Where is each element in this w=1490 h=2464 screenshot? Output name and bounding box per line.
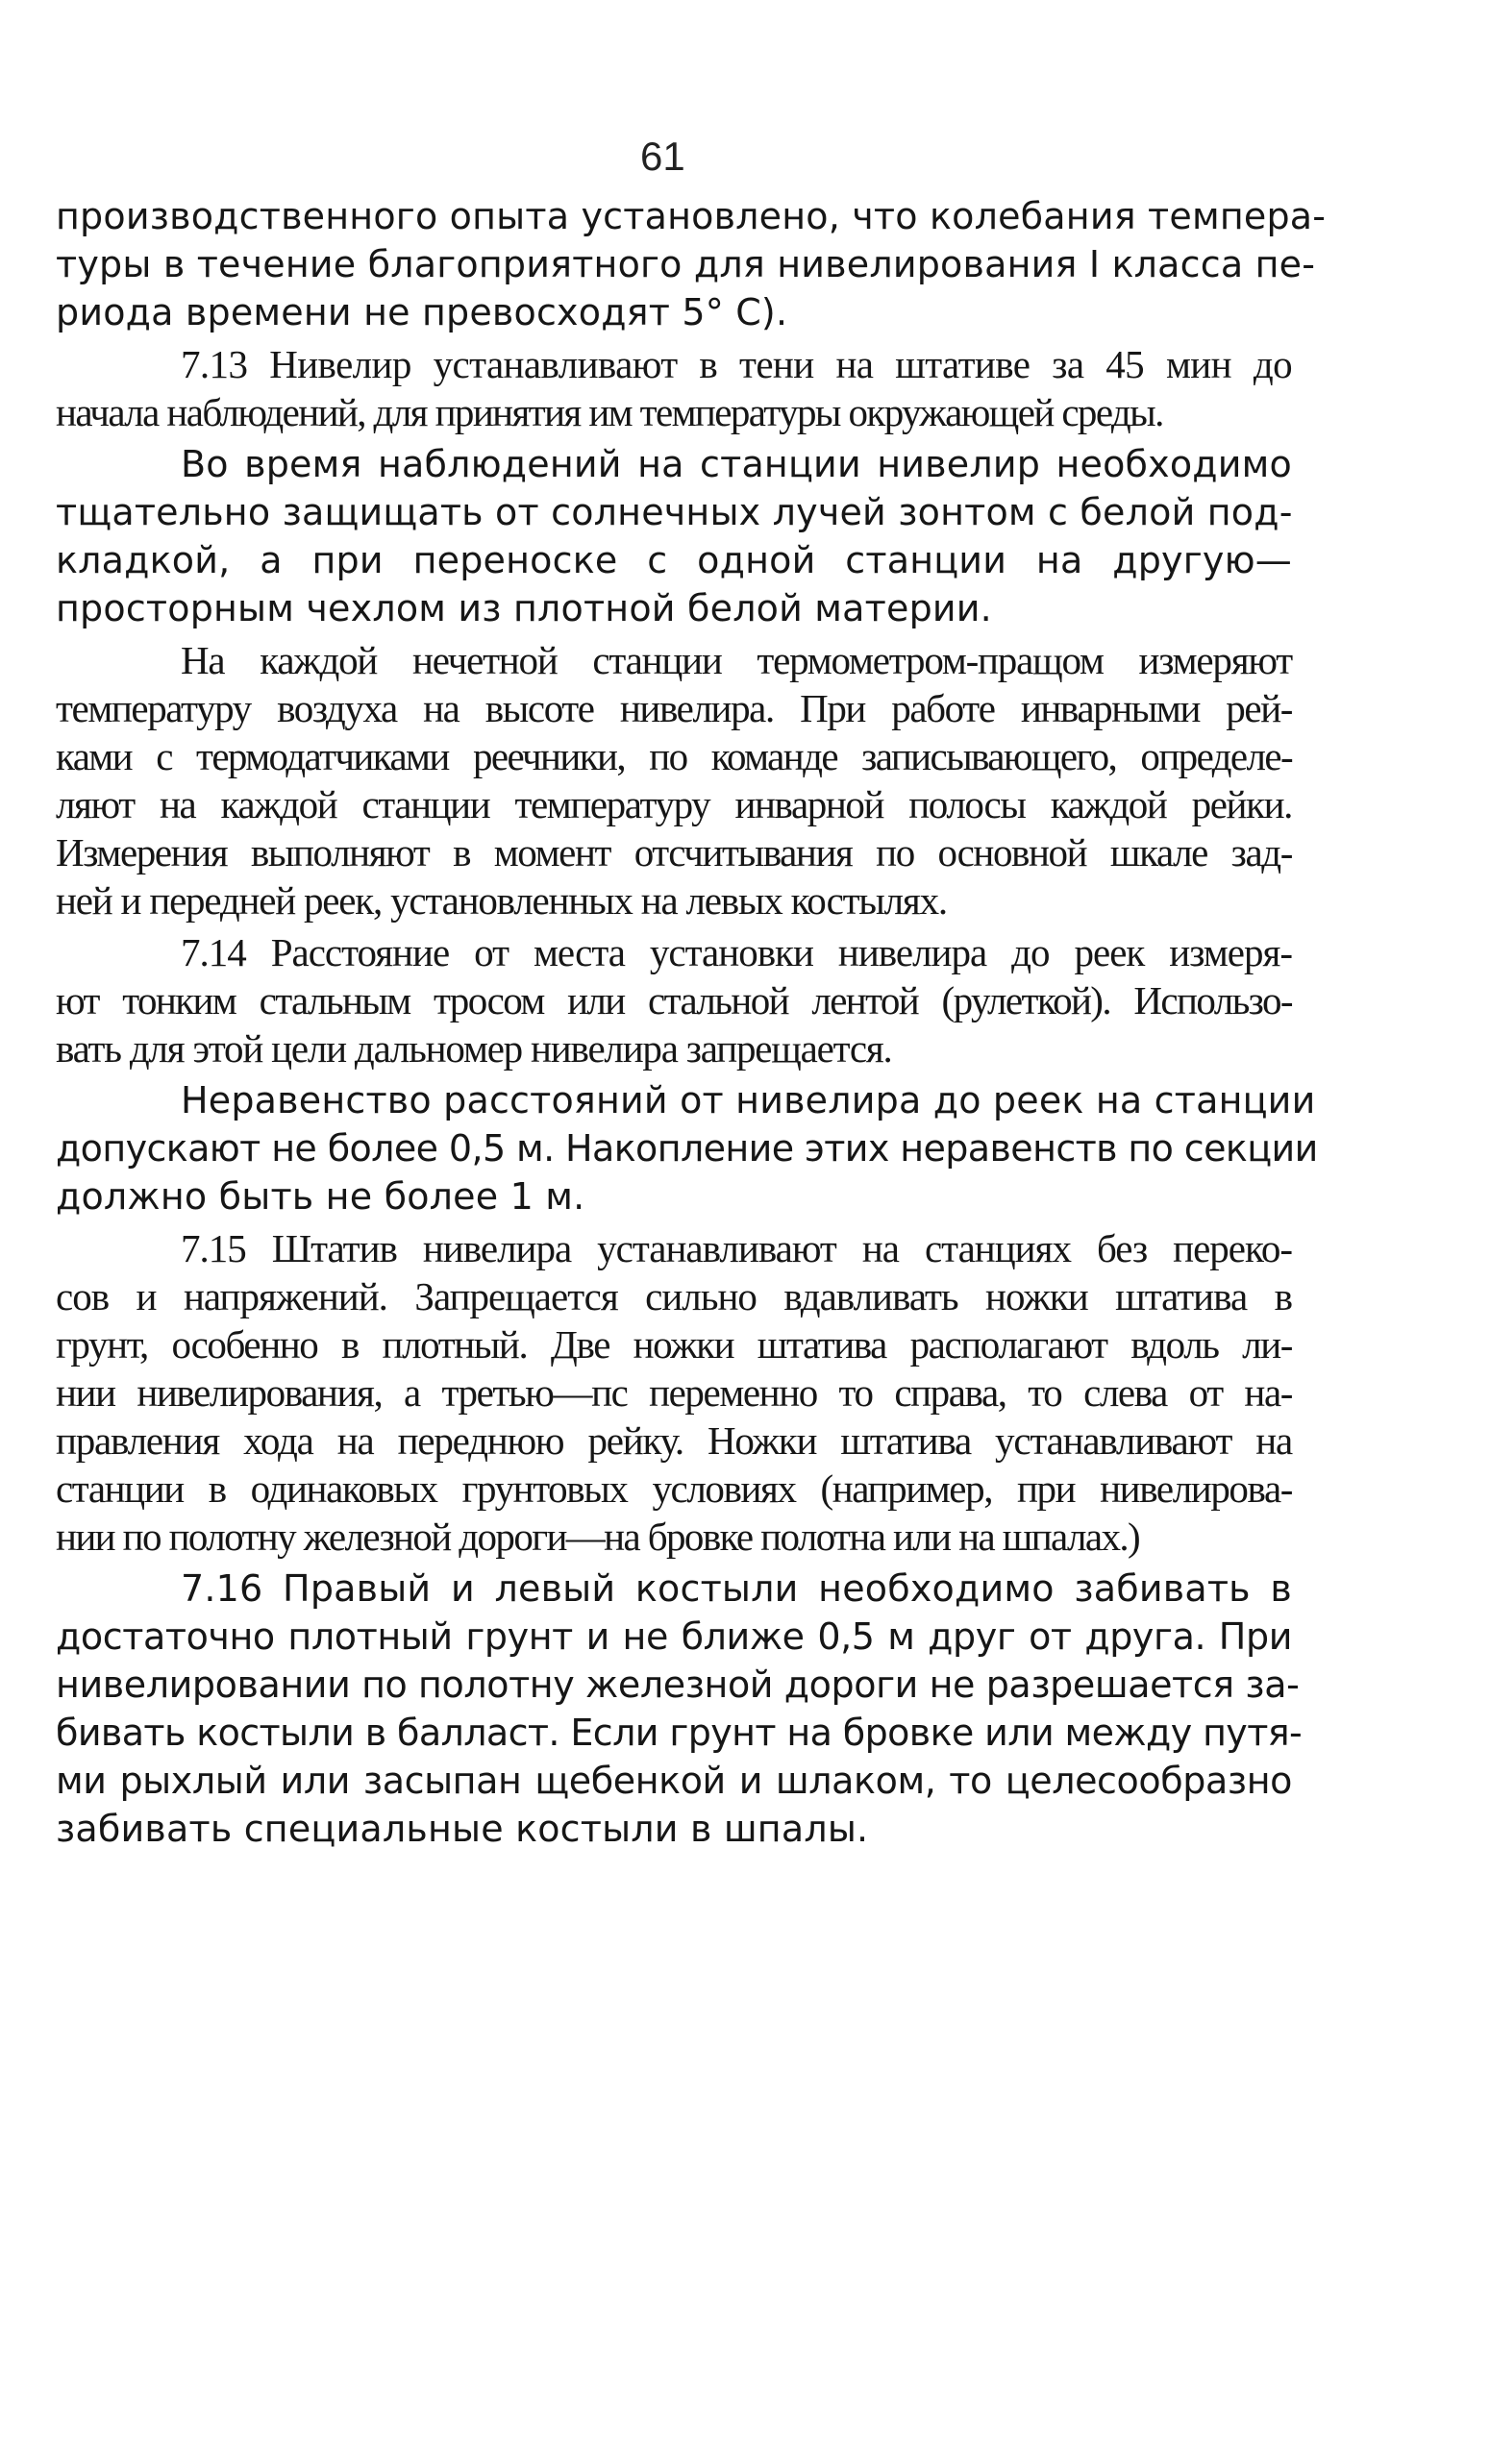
text-line: достаточно плотный грунт и не ближе 0,5 м друг от друга. При: [56, 1615, 1292, 1658]
text-line: нивелировании по полотну железной дороги не разрешается за-: [56, 1663, 1300, 1706]
text-line: сов и напряжений. Запрещается сильно вдавливать ножки штатива в: [56, 1274, 1292, 1318]
text-line: ками с термодатчиками реечники, по команде записывающего, определе-: [56, 734, 1292, 778]
text-line: кладкой, а при переноске с одной станции на другую—: [56, 539, 1292, 581]
text-line: тщательно защищать от солнечных лучей зонтом с белой под-: [56, 491, 1293, 533]
text-line: просторным чехлом из плотной белой материи.: [56, 587, 992, 629]
paragraph-1: [56, 192, 1327, 336]
page-number: 61: [640, 134, 685, 179]
paragraph-7-13: [56, 340, 1292, 436]
text-line: ют тонким стальным тросом или стальной лентой (рулеткой). Использо-: [56, 978, 1292, 1023]
paragraph-3: [56, 440, 1292, 632]
text-line: 7.13 Нивелир устанавливают в тени на штативе за 45 мин до: [181, 342, 1292, 386]
text-line: 7.14 Расстояние от места установки нивелира до реек измеря-: [181, 930, 1292, 974]
paragraph-7-15: [56, 1224, 1292, 1561]
text-line: начала наблюдений, для принятия им температуры окружающей среды.: [56, 390, 1163, 434]
text-line: бивать костыли в балласт. Если грунт на бровке или между путя-: [56, 1712, 1303, 1754]
text-line: ней и передней реек, установленных на левых костылях.: [56, 878, 947, 923]
text-line: допускают не более 0,5 м. Накопление этих неравенств по секции: [56, 1127, 1318, 1170]
text-line: туры в течение благоприятного для нивелирования I класса пе-: [56, 243, 1316, 285]
text-line: Неравенство расстояний от нивелира до реек на станции: [181, 1079, 1316, 1121]
text-line: грунт, особенно в плотный. Две ножки штатива располагают вдоль ли-: [56, 1322, 1292, 1367]
text-line: производственного опыта установлено, что колебания темпера-: [56, 195, 1327, 237]
paragraph-7-14: [56, 928, 1292, 1072]
paragraph-6: [56, 1076, 1318, 1220]
text-line: риода времени не превосходят 5° С).: [56, 291, 788, 333]
text-line: должно быть не более 1 м.: [56, 1175, 585, 1218]
text-line: температуру воздуха на высоте нивелира. При работе инварными рей-: [56, 686, 1292, 730]
text-line: На каждой нечетной станции термометром-пращом измеряют: [181, 638, 1292, 682]
text-line: 7.15 Штатив нивелира устанавливают на станциях без переко-: [181, 1226, 1292, 1270]
paragraph-4: [56, 636, 1292, 924]
text-line: правления хода на переднюю рейку. Ножки штатива устанавливают на: [56, 1418, 1292, 1463]
text-line: Измерения выполняют в момент отсчитывания по основной шкале зад-: [56, 830, 1292, 875]
text-line: ляют на каждой станции температуру инварной полосы каждой рейки.: [56, 782, 1292, 826]
text-line: нии нивелирования, а третью—пс переменно то справа, то слева от на-: [56, 1370, 1292, 1415]
text-line: 7.16 Правый и левый костыли необходимо забивать в: [181, 1567, 1292, 1610]
paragraph-7-16: [56, 1565, 1303, 1853]
text-line: Во время наблюдений на станции нивелир необходимо: [181, 443, 1292, 485]
text-line: нии по полотну железной дороги—на бровке полотна или на шпалах.): [56, 1515, 1140, 1559]
body-text: [56, 192, 1327, 1853]
text-line: вать для этой цели дальномер нивелира запрещается.: [56, 1026, 892, 1071]
text-line: ми рыхлый или засыпан щебенкой и шлаком, то целесообразно: [56, 1760, 1292, 1802]
text-line: забивать специальные костыли в шпалы.: [56, 1808, 869, 1850]
text-line: станции в одинаковых грунтовых условиях (например, при нивелирова-: [56, 1466, 1292, 1511]
